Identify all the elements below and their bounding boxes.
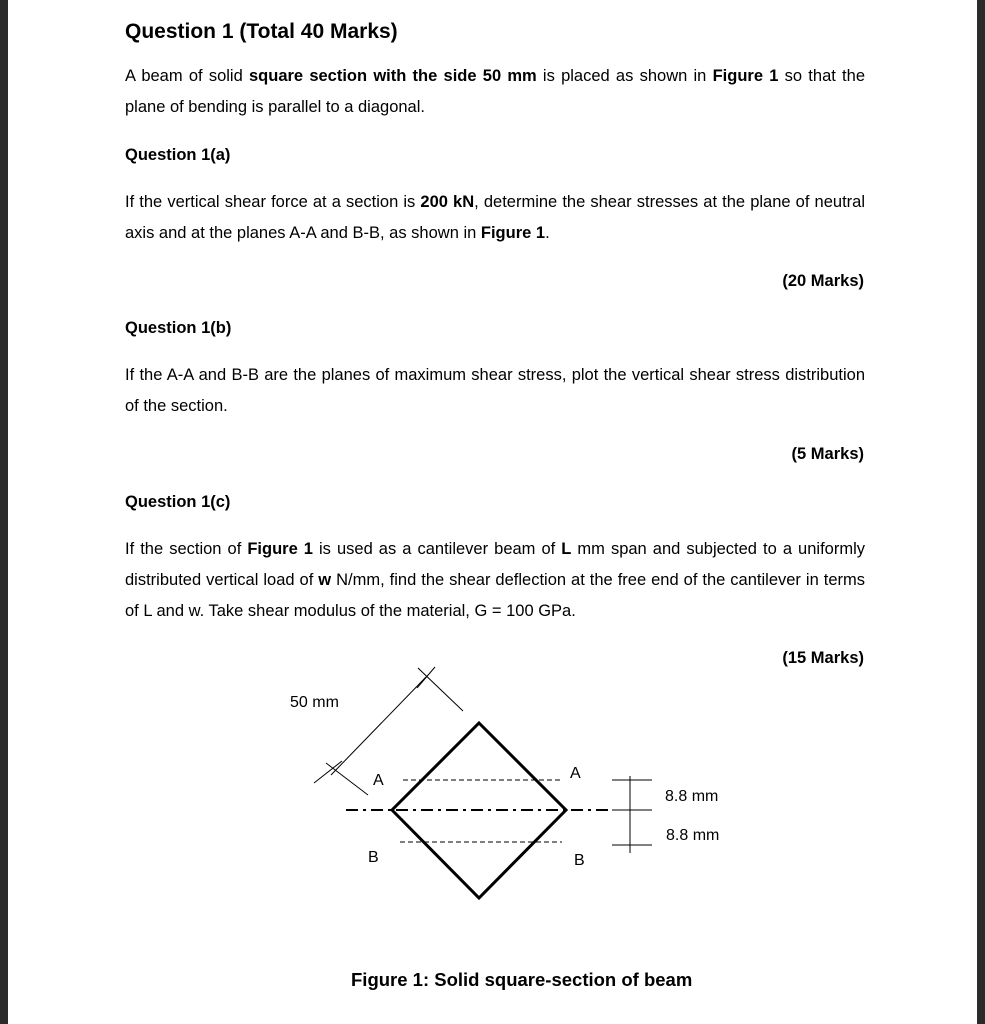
q1a-marks: (20 Marks) — [782, 272, 864, 290]
side-dimension-line — [331, 677, 426, 775]
q1a-bold-2: Figure 1 — [480, 224, 546, 242]
q1a-bold-1: 200 kN — [420, 193, 475, 211]
side-length-label: 50 mm — [290, 694, 339, 711]
intro-bold-1: square section with the side 50 mm — [248, 67, 537, 85]
q1c-bold-1: Figure 1 — [247, 540, 313, 558]
offset-label-lower: 8.8 mm — [666, 827, 720, 844]
figure-caption: Figure 1: Solid square-section of beam — [351, 969, 693, 990]
q1a-heading: Question 1(a) — [125, 146, 231, 164]
q1c-marks: (15 Marks) — [782, 649, 864, 667]
q1c-bold-3: w — [318, 571, 332, 589]
label-b-left: B — [368, 849, 379, 866]
label-a-right: A — [570, 765, 581, 782]
q1c-heading: Question 1(c) — [125, 493, 231, 511]
question-title: Question 1 (Total 40 Marks) — [125, 20, 398, 43]
q1c-text-2: is used as a cantilever beam of — [312, 540, 562, 558]
q1c-text-4: N/mm, find the shear deflection at the free end of the cantilever in terms of L and w. Take shear modulus of the material, G = 100 GPa. — [125, 571, 865, 620]
intro-text-2: is placed as shown in — [536, 67, 713, 85]
intro-text-1: A beam of solid — [125, 67, 249, 85]
q1a-text-2: , determine the shear stresses at the plane of neutral axis and at the planes A-A and B-B, as shown in — [125, 193, 865, 242]
label-a-left: A — [373, 772, 384, 789]
q1a-text-3: . — [545, 224, 550, 242]
q1c-text-3: mm span and subjected to a uniformly distributed vertical load of — [125, 540, 865, 589]
q1b-marks: (5 Marks) — [791, 445, 864, 463]
q1c-bold-2: L — [561, 540, 572, 558]
figure-1-diagram — [8, 0, 977, 1024]
offset-label-upper: 8.8 mm — [665, 788, 719, 805]
document-page — [8, 0, 977, 1024]
intro-text-3: so that the plane of bending is parallel to a diagonal. — [125, 67, 865, 116]
side-extension-upper — [418, 668, 463, 711]
side-extension-lower — [326, 763, 368, 795]
q1b-paragraph: If the A-A and B-B are the planes of maximum shear stress, plot the vertical shear stress distribution of the section. — [125, 366, 865, 415]
intro-bold-2: Figure 1 — [712, 67, 779, 85]
q1a-text-1: If the vertical shear force at a section is — [125, 193, 421, 211]
q1c-text-1: If the section of — [125, 540, 248, 558]
q1b-heading: Question 1(b) — [125, 319, 232, 337]
label-b-right: B — [574, 852, 585, 869]
